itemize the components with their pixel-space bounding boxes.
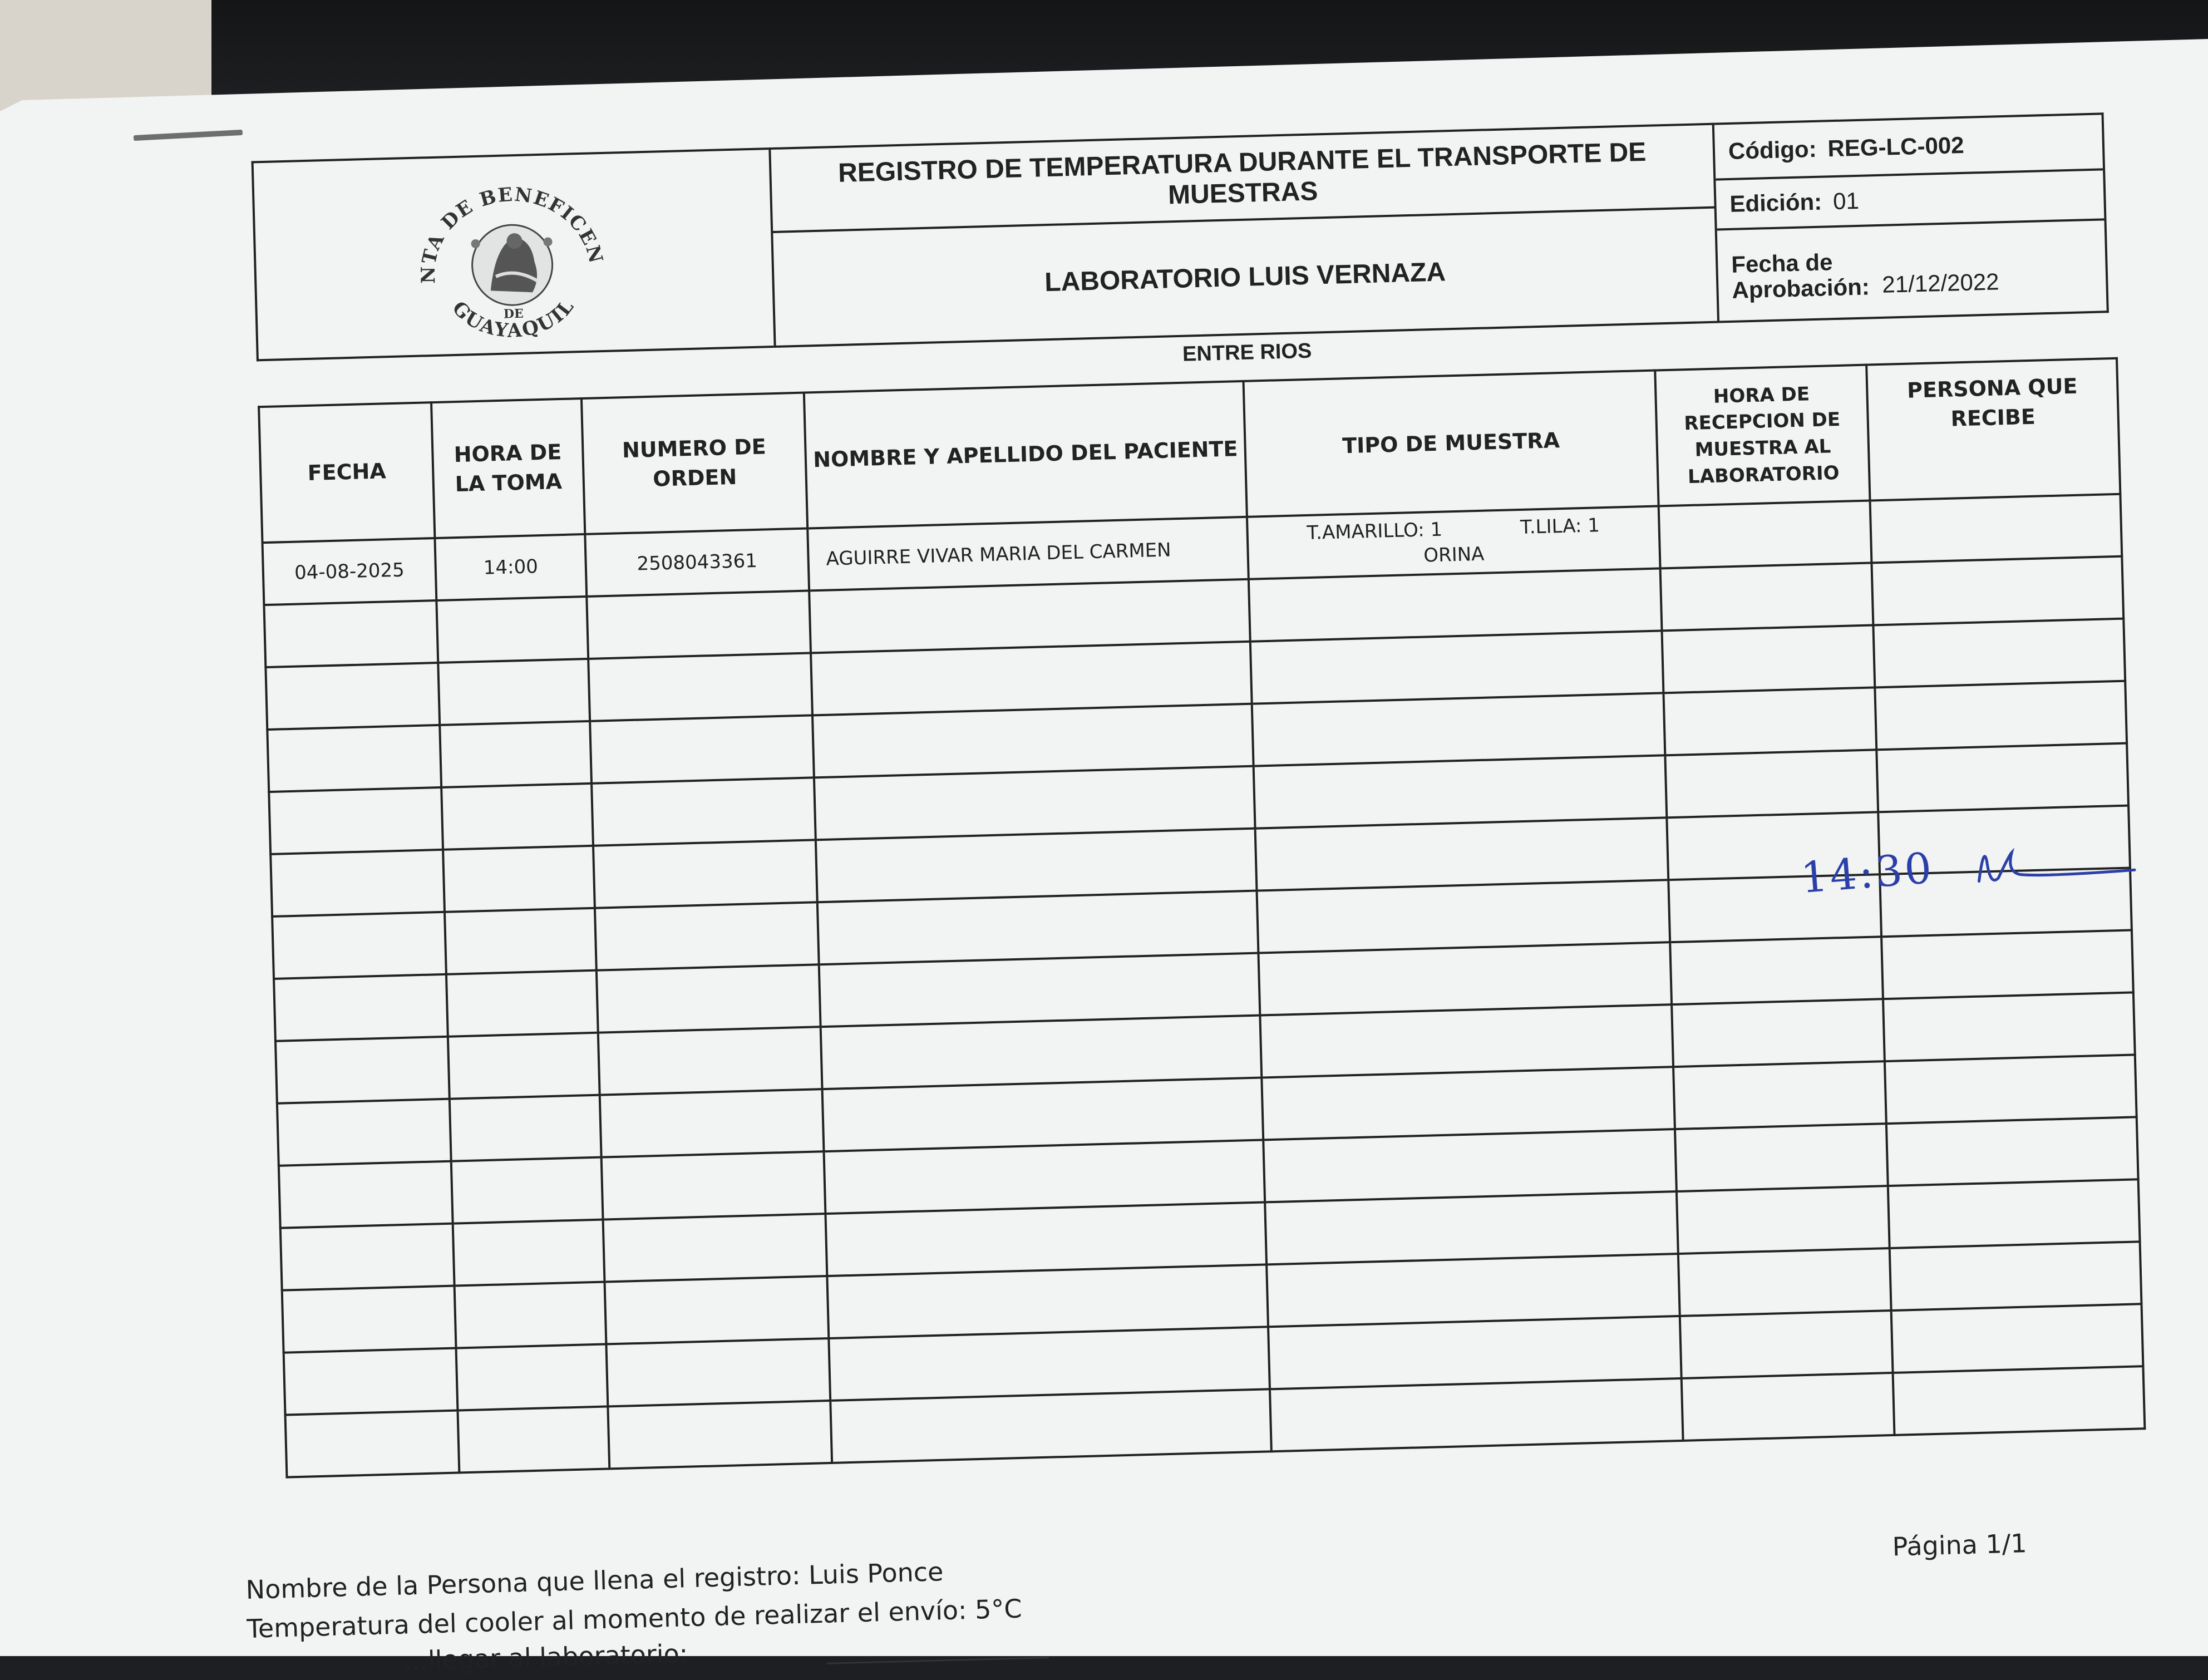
location-subheading: ENTRE RIOS [1182, 339, 1312, 366]
handwritten-signature [1966, 830, 2141, 901]
codigo-label: Código: [1728, 135, 1817, 164]
col-hora-toma: HORA DE LA TOMA [431, 398, 585, 538]
cell-fecha: 04-08-2025 [263, 538, 437, 605]
col-persona-recibe: PERSONA QUE RECIBE [1866, 358, 2120, 501]
form-sheet [239, 79, 2148, 1663]
col-paciente: NOMBRE Y APELLIDO DEL PACIENTE [804, 381, 1247, 529]
laboratory-name: LABORATORIO LUIS VERNAZA [771, 206, 1719, 348]
col-hora-recepcion: HORA DE RECEPCION DE MUESTRA AL LABORATORIO [1655, 365, 1870, 506]
fecha-label: Fecha de Aprobación: [1731, 248, 1870, 303]
cell-hora-recepcion [1659, 501, 1872, 569]
footer-arrival: ...llegar al laboratorio: [403, 1638, 688, 1676]
logo-cell [252, 147, 774, 361]
col-fecha: FECHA [259, 402, 435, 543]
tipo-lila: T.LILA: 1 [1520, 514, 1600, 539]
document-meta [1714, 112, 2109, 323]
handwritten-time: 14:30 [1798, 843, 1936, 903]
tipo-amarillo: T.AMARILLO: 1 [1306, 518, 1443, 545]
seal-text-mid: DE [503, 306, 524, 322]
footer-cooler-temp: Temperatura del cooler al momento de realizar el envío: 5°C [246, 1593, 1023, 1644]
page-number: Página 1/1 [1892, 1528, 2028, 1562]
seal-text-top: JUNTA DE BENEFICENCIA [417, 183, 608, 284]
sample-register-table [258, 357, 2146, 1479]
edicion-value: 01 [1832, 187, 1860, 215]
seal-text-bottom: GUAYAQUIL [447, 294, 579, 342]
fecha-value: 21/12/2022 [1881, 268, 2000, 298]
footer-registrant: Nombre de la Persona que llena el registro: Luis Ponce [245, 1556, 944, 1605]
codigo-row [1714, 115, 2103, 180]
cell-tipo [1247, 506, 1660, 579]
edicion-label: Edición: [1729, 188, 1822, 217]
institution-seal [410, 176, 615, 348]
tipo-orina: ORINA [1423, 543, 1485, 567]
fecha-row [1717, 220, 2107, 325]
document-title: REGISTRO DE TEMPERATURA DURANTE EL TRANSPORTE DE MUESTRAS [768, 123, 1716, 231]
col-numero-orden: NUMERO DE ORDEN [581, 393, 807, 534]
cell-orden: 2508043361 [585, 529, 809, 597]
codigo-value: REG-LC-002 [1827, 131, 1965, 162]
cell-persona [1870, 494, 2122, 563]
footer-blank-line [827, 1657, 1049, 1664]
col-tipo-muestra: TIPO DE MUESTRA [1244, 371, 1659, 517]
cell-hora: 14:00 [435, 534, 586, 600]
cell-paciente: AGUIRRE VIVAR MARIA DEL CARMEN [807, 517, 1249, 591]
